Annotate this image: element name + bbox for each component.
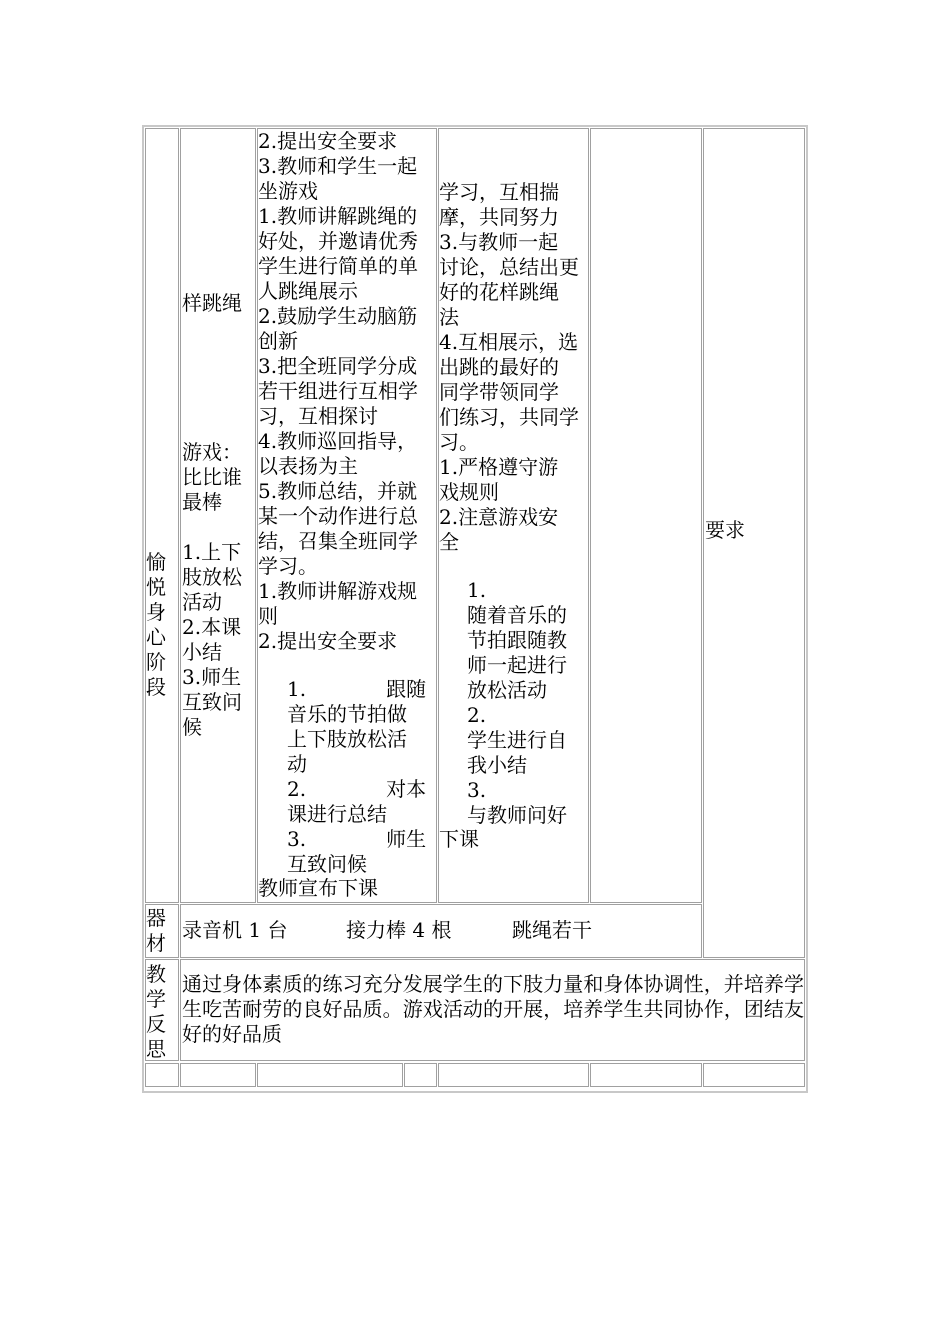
requirement-cell	[703, 128, 805, 958]
stage-cell	[145, 128, 179, 903]
activity-relax: 1.上下 肢放松 活动 2.本课 小结 3.师生 互致问 候	[182, 540, 242, 739]
stage-label: 愉悦身心阶段	[146, 550, 166, 699]
student-relax-steps: 1. 随着音乐的 节拍跟随教 师一起进行 放松活动 2. 学生进行自 我小结 3. 与教师问好	[467, 578, 567, 827]
empty-cell	[257, 1063, 403, 1087]
teacher-dismiss: 教师宣布下课	[258, 876, 378, 900]
empty-cell	[145, 1063, 179, 1087]
equipment-label: 器 材	[146, 906, 166, 955]
teacher-activities: 2.提出安全要求 3.教师和学生一起 坐游戏 1.教师讲解跳绳的 好处，并邀请优秀 学生进行简单的单 人跳绳展示 2.鼓励学生动脑筋 创新 3.把全班同学分成 若干组进行互相学 习，互相探讨 4.教师巡回指导， 以表扬为主 5.教师总结，并就 某一个动作进行总 结，召集全班同学 学习。 1.教师讲解游戏规 则 2.提出安全要求	[258, 129, 418, 653]
requirement-text: 要求	[705, 518, 745, 542]
teacher-relax-steps: 1. 跟随 音乐的节拍做 上下肢放松活 动 2. 对本 课进行总结 3. 师生 互致问候	[287, 677, 427, 876]
empty-cell	[703, 1063, 805, 1087]
equipment-item: 跳绳若干	[512, 918, 592, 942]
reflection-label: 教 学 反 思	[146, 962, 166, 1061]
empty-cell	[404, 1063, 437, 1087]
activity-jump-rope: 样跳绳	[182, 291, 242, 315]
empty-cell	[180, 1063, 256, 1087]
student-activities: 学习，互相揣 摩，共同努力 3.与教师一起 讨论，总结出更 好的花样跳绳 法 4.互相展示，选 出跳的最好的 同学带领同学 们练习，共同学 习。 1.严格遵守游 戏规则 2.注意游戏安 全	[439, 180, 579, 554]
reflection-text: 通过身体素质的练习充分发展学生的下肢力量和身体协调性，并培养学生吃苦耐劳的良好品质。游戏活动的开展，培养学生共同协作，团结友好的好品质	[182, 972, 804, 1046]
blank-cell	[590, 128, 702, 903]
equipment-item: 接力棒 4 根	[346, 918, 452, 942]
activity-game: 游戏： 比比谁 最棒	[182, 440, 242, 514]
activity-cell	[180, 128, 256, 903]
equipment-item: 录音机 1 台	[182, 918, 288, 942]
empty-cell	[590, 1063, 702, 1087]
student-dismiss: 下课	[439, 827, 479, 851]
empty-cell	[438, 1063, 589, 1087]
